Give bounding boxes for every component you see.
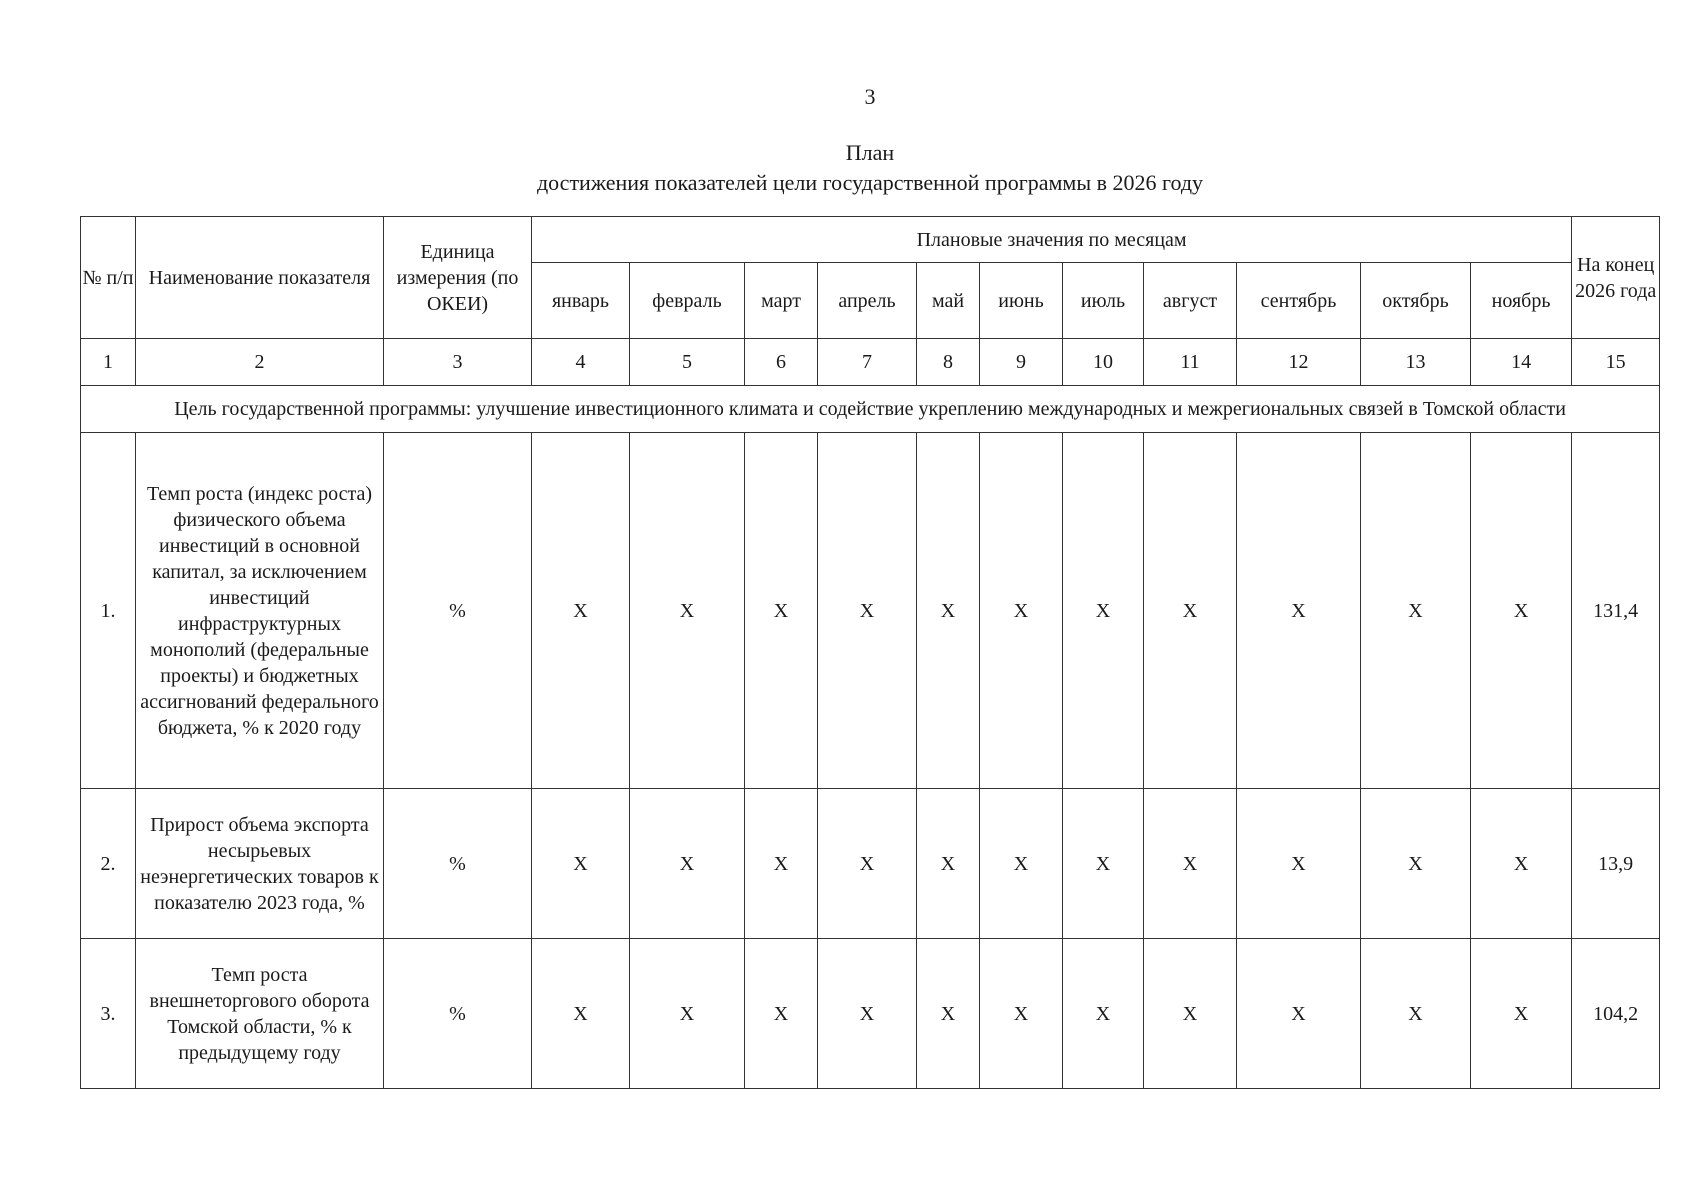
month-value: X	[980, 939, 1063, 1089]
month-value: X	[917, 939, 980, 1089]
column-number: 1	[81, 339, 136, 386]
month-value: X	[630, 789, 745, 939]
column-number: 2	[136, 339, 384, 386]
month-value: X	[1144, 789, 1237, 939]
header-month: январь	[532, 263, 630, 339]
header-month: апрель	[818, 263, 917, 339]
unit-cell: %	[384, 939, 532, 1089]
year-end-value: 104,2	[1572, 939, 1660, 1089]
header-name: Наименование показателя	[136, 217, 384, 339]
month-value: X	[1361, 433, 1471, 789]
month-value: X	[1471, 789, 1572, 939]
column-number: 13	[1361, 339, 1471, 386]
month-value: X	[1361, 789, 1471, 939]
column-number: 8	[917, 339, 980, 386]
header-year-end: На конец 2026 года	[1572, 217, 1660, 339]
month-value: X	[1237, 789, 1361, 939]
month-value: X	[1063, 789, 1144, 939]
month-value: X	[1361, 939, 1471, 1089]
table-row	[81, 789, 1660, 939]
header-month: февраль	[630, 263, 745, 339]
row-index: 1.	[81, 433, 136, 789]
goal-text: Цель государственной программы: улучшение инвестиционного климата и содействие укреплению международных и межрегиональных связей в Томской области	[81, 386, 1660, 433]
plan-table	[80, 216, 1660, 1089]
column-number: 7	[818, 339, 917, 386]
month-value: X	[818, 789, 917, 939]
year-end-value: 131,4	[1572, 433, 1660, 789]
header-month: октябрь	[1361, 263, 1471, 339]
row-index: 2.	[81, 789, 136, 939]
document-title	[0, 138, 1698, 198]
month-value: X	[1144, 939, 1237, 1089]
header-month: ноябрь	[1471, 263, 1572, 339]
month-value: X	[745, 789, 818, 939]
title-line-2: достижения показателей цели государственной программы в 2026 году	[536, 170, 1204, 195]
month-value: X	[818, 939, 917, 1089]
unit-cell: %	[384, 789, 532, 939]
goal-row	[81, 386, 1660, 433]
page-number: 3	[864, 84, 876, 109]
column-number: 9	[980, 339, 1063, 386]
unit-cell: %	[384, 433, 532, 789]
month-value: X	[1471, 939, 1572, 1089]
month-value: X	[745, 939, 818, 1089]
indicator-name: Прирост объема экспорта несырьевых неэнергетических товаров к показателю 2023 года, %	[136, 789, 384, 939]
column-number: 15	[1572, 339, 1660, 386]
month-value: X	[532, 789, 630, 939]
header-unit: Единица измерения (по ОКЕИ)	[384, 217, 532, 339]
month-value: X	[980, 789, 1063, 939]
month-value: X	[1237, 433, 1361, 789]
month-value: X	[532, 939, 630, 1089]
header-planned-values: Плановые значения по месяцам	[532, 217, 1572, 263]
column-number: 5	[630, 339, 745, 386]
table-row	[81, 433, 1660, 789]
month-value: X	[1063, 433, 1144, 789]
header-month: июль	[1063, 263, 1144, 339]
table-row	[81, 939, 1660, 1089]
header-month: август	[1144, 263, 1237, 339]
column-number: 14	[1471, 339, 1572, 386]
indicator-name: Темп роста внешнеторгового оборота Томской области, % к предыдущему году	[136, 939, 384, 1089]
header-month: март	[745, 263, 818, 339]
month-value: X	[917, 433, 980, 789]
month-value: X	[532, 433, 630, 789]
month-value: X	[1471, 433, 1572, 789]
month-value: X	[980, 433, 1063, 789]
column-numbers-row	[81, 339, 1660, 386]
month-value: X	[917, 789, 980, 939]
column-number: 11	[1144, 339, 1237, 386]
column-number: 4	[532, 339, 630, 386]
month-value: X	[630, 433, 745, 789]
year-end-value: 13,9	[1572, 789, 1660, 939]
column-number: 12	[1237, 339, 1361, 386]
month-value: X	[818, 433, 917, 789]
row-index: 3.	[81, 939, 136, 1089]
header-month: сентябрь	[1237, 263, 1361, 339]
column-number: 6	[745, 339, 818, 386]
month-value: X	[1237, 939, 1361, 1089]
month-value: X	[630, 939, 745, 1089]
month-value: X	[1144, 433, 1237, 789]
month-value: X	[745, 433, 818, 789]
header-month: май	[917, 263, 980, 339]
title-line-1: План	[845, 140, 895, 165]
column-number: 3	[384, 339, 532, 386]
month-value: X	[1063, 939, 1144, 1089]
indicator-name: Темп роста (индекс роста) физического объема инвестиций в основной капитал, за исключением инвестиций инфраструктурных монополий (федеральные проекты) и бюджетных ассигнований федерального бюджета, % к 2020 году	[136, 433, 384, 789]
header-month: июнь	[980, 263, 1063, 339]
header-row-group	[81, 217, 1660, 263]
header-num: № п/п	[81, 217, 136, 339]
column-number: 10	[1063, 339, 1144, 386]
